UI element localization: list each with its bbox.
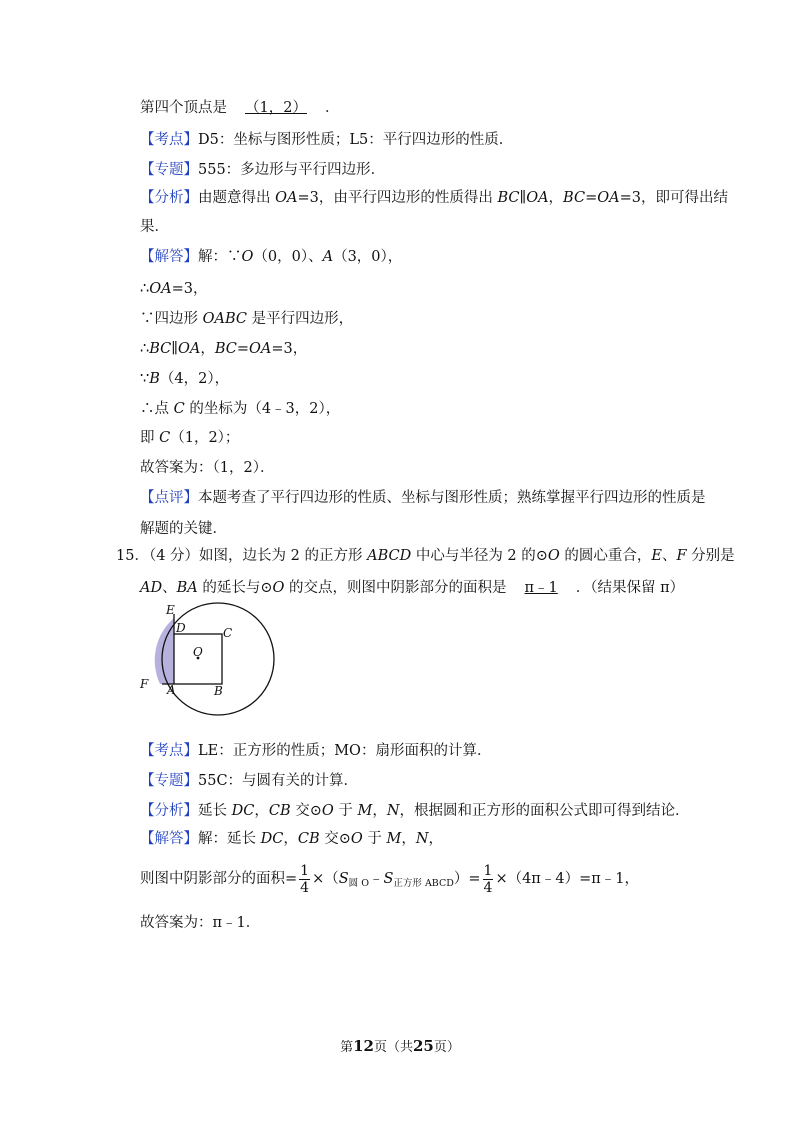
fraction-quarter: $\frac{1}{4}$	[300, 862, 310, 896]
zhuanti-tag: 【专题】	[140, 162, 198, 178]
q14-step-3: ∵四边形 OABC 是平行四边形，	[140, 311, 354, 327]
page-number: 12	[353, 1037, 374, 1055]
q14-answer-line: 第四个顶点是 （1，2） ．	[140, 100, 340, 116]
kaodian-tag: 【考点】	[140, 132, 198, 148]
page-footer: 第12页（共25页）	[340, 1037, 460, 1055]
q14-kaodian: 【考点】D5：坐标与图形性质；L5：平行四边形的性质．	[140, 132, 514, 148]
q15-stem-line2: AD、BA 的延长与⊙O 的交点，则图中阴影部分的面积是 π﹣1 ．（结果保留 π）	[140, 580, 685, 596]
q14-answer: （1，2）	[245, 100, 307, 116]
label-c: C	[223, 626, 233, 640]
q15-formula: 则图中阴影部分的面积= $\frac{1}{4}$ $\times(S_{圆 O}﹣S_{正方形 ABCD})=$ $\frac{1}{4}$ ×（4π﹣4）=π﹣1，	[140, 862, 639, 896]
label-a: A	[167, 683, 176, 697]
label-d: D	[176, 621, 186, 635]
dianping-tag: 【点评】	[140, 490, 198, 506]
jieda-tag: 【解答】	[140, 249, 198, 265]
label-b: B	[214, 684, 223, 698]
fraction-quarter-2: $\frac{1}{4}$	[483, 862, 493, 896]
q15-number: 15．	[116, 548, 149, 564]
label-f: F	[140, 677, 149, 691]
circle-o	[162, 603, 274, 715]
q14-final-answer: 故答案为：（1，2）．	[140, 460, 275, 476]
label-e: E	[166, 603, 175, 617]
q15-fenxi: 【分析】延长 DC，CB 交⊙O 于 M，N，根据圆和正方形的面积公式即可得到结论．	[140, 803, 690, 819]
q15-answer: π﹣1	[524, 580, 558, 596]
q14-step-7: 即 C（1，2）；	[140, 430, 240, 446]
q14-fenxi: 【分析】由题意得出 OA=3，由平行四边形的性质得出 BC∥OA，BC=OA=3，即可得出结	[140, 190, 728, 206]
fenxi-tag: 【分析】	[140, 190, 198, 206]
q14-dianping: 【点评】本题考查了平行四边形的性质、坐标与图形性质；熟练掌握平行四边形的性质是	[140, 490, 706, 506]
q15-kaodian: 【考点】LE：正方形的性质；MO：扇形面积的计算．	[140, 743, 492, 759]
q15-final-answer: 故答案为：π﹣1．	[140, 915, 261, 931]
q14-step-4: ∴BC∥OA，BC=OA=3，	[140, 341, 308, 357]
circle-square-figure	[136, 602, 276, 720]
q14-dianping-cont: 解题的关键．	[140, 521, 227, 537]
q14-jieda: 【解答】解：∵O（0，0）、A（3，0），	[140, 249, 403, 265]
label-o: O	[193, 645, 203, 659]
q15-zhuanti: 【专题】55C：与圆有关的计算．	[140, 773, 359, 789]
q15-jieda: 【解答】解：延长 DC，CB 交⊙O 于 M，N，	[140, 831, 444, 847]
page-total: 25	[413, 1037, 434, 1055]
q14-step-5: ∵B（4，2），	[140, 371, 230, 387]
q14-step-2: ∴OA=3，	[140, 281, 208, 297]
q15-stem-line1: 15．（4 分）如图，边长为 2 的正方形 ABCD 中心与半径为 2 的⊙O 的圆心重合，E、F 分别是	[116, 548, 735, 564]
q14-step-6: ∴点 C 的坐标为（4﹣3，2），	[140, 401, 341, 417]
q14-zhuanti: 【专题】555：多边形与平行四边形．	[140, 162, 386, 178]
q14-fenxi-cont: 果．	[140, 219, 169, 235]
